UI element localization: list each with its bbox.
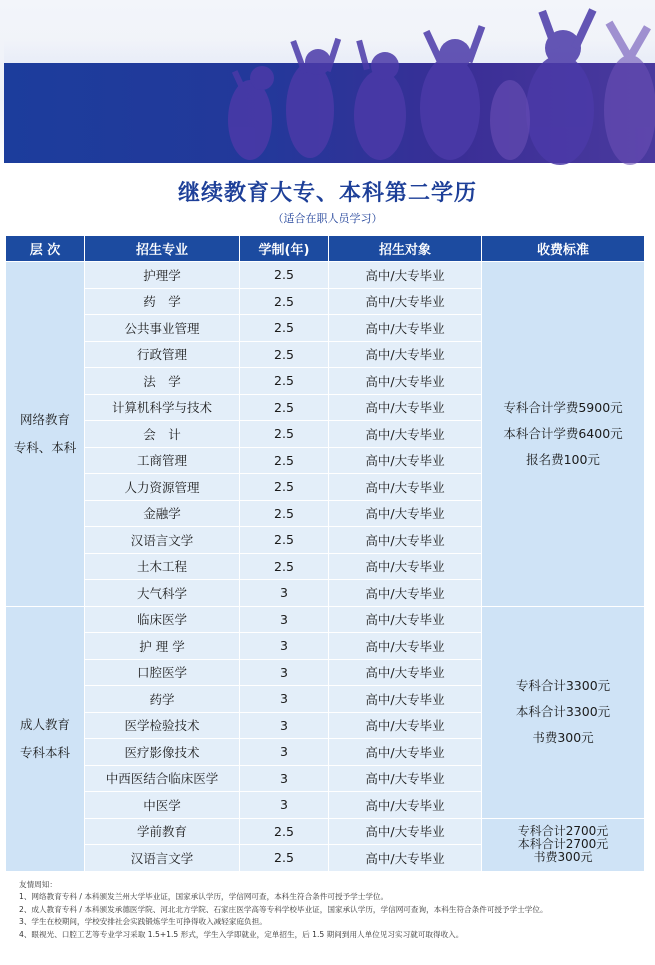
- target-cell: 高中/大专毕业: [329, 341, 482, 368]
- page-title: 继续教育大专、本科第二学历: [177, 181, 477, 206]
- target-cell: 高中/大专毕业: [329, 421, 482, 448]
- note-item: 2、成人教育专科 / 本科颁发承德医学院、河北北方学院、石家庄医学高等专科学校毕业证，国家承认学历，学信网可查询，本科生符合条件可授予学士学位。: [19, 904, 548, 914]
- target-cell: 高中/大专毕业: [329, 394, 482, 421]
- target-cell: 高中/大专毕业: [329, 553, 482, 580]
- years-cell: 2.5: [240, 341, 329, 368]
- target-cell: 高中/大专毕业: [329, 712, 482, 739]
- target-cell: 高中/大专毕业: [329, 288, 482, 315]
- major-cell: 药学: [85, 686, 240, 713]
- major-cell: 中医学: [85, 792, 240, 819]
- column-header-level: 层 次: [6, 236, 85, 262]
- fee-adult-education-medical: [482, 606, 645, 818]
- table-row: [6, 818, 645, 845]
- target-cell: 高中/大专毕业: [329, 474, 482, 501]
- target-cell: 高中/大专毕业: [329, 792, 482, 819]
- major-cell: 工商管理: [85, 447, 240, 474]
- fee-line: 书费300元: [533, 850, 593, 864]
- years-cell: 2.5: [240, 500, 329, 527]
- table-row: [6, 606, 645, 633]
- fee-line: 本科合计2700元: [517, 837, 609, 851]
- fee-adult-education-other: [482, 818, 645, 871]
- major-cell: 学前教育: [85, 818, 240, 845]
- years-cell: 2.5: [240, 447, 329, 474]
- target-cell: 高中/大专毕业: [329, 447, 482, 474]
- column-header-fee: 收费标准: [482, 236, 645, 262]
- major-cell: 医疗影像技术: [85, 739, 240, 766]
- years-cell: 2.5: [240, 315, 329, 342]
- years-cell: 2.5: [240, 368, 329, 395]
- fee-line: 专科合计学费5900元: [503, 399, 623, 415]
- target-cell: 高中/大专毕业: [329, 262, 482, 289]
- fee-line: 书费300元: [532, 730, 594, 745]
- major-cell: 护 理 学: [85, 633, 240, 660]
- major-cell: 临床医学: [85, 606, 240, 633]
- target-cell: 高中/大专毕业: [329, 368, 482, 395]
- note-item: 1、网络教育专科 / 本科颁发兰州大学毕业证，国家承认学历，学信网可查，本科生符合条件可授予学士学位。: [19, 892, 389, 902]
- target-cell: 高中/大专毕业: [329, 845, 482, 872]
- years-cell: 2.5: [240, 527, 329, 554]
- target-cell: 高中/大专毕业: [329, 500, 482, 527]
- major-cell: 药 学: [85, 288, 240, 315]
- fee-line: 本科合计学费6400元: [503, 425, 623, 441]
- years-cell: 3: [240, 739, 329, 766]
- fee-line: 专科合计2700元: [517, 824, 609, 838]
- years-cell: 3: [240, 659, 329, 686]
- years-cell: 3: [240, 712, 329, 739]
- enrollment-table: [5, 235, 645, 872]
- category-network-education: [6, 262, 85, 607]
- years-cell: 3: [240, 792, 329, 819]
- major-cell: 医学检验技术: [85, 712, 240, 739]
- fee-line: 专科合计3300元: [515, 678, 611, 693]
- major-cell: 公共事业管理: [85, 315, 240, 342]
- years-cell: 3: [240, 580, 329, 607]
- column-header-years: 学制(年): [240, 236, 329, 262]
- major-cell: 法 学: [85, 368, 240, 395]
- years-cell: 2.5: [240, 845, 329, 872]
- major-cell: 金融学: [85, 500, 240, 527]
- crowd-illustration: [0, 0, 655, 165]
- major-cell: 汉语言文学: [85, 845, 240, 872]
- major-cell: 人力资源管理: [85, 474, 240, 501]
- years-cell: 3: [240, 606, 329, 633]
- page-subtitle: （适合在职人员学习）: [272, 212, 383, 225]
- category-label: 成人教育: [19, 716, 70, 732]
- years-cell: 3: [240, 686, 329, 713]
- major-cell: 会 计: [85, 421, 240, 448]
- category-label: 网络教育: [19, 411, 70, 427]
- years-cell: 2.5: [240, 421, 329, 448]
- target-cell: 高中/大专毕业: [329, 527, 482, 554]
- fee-line: 报名费100元: [526, 451, 600, 467]
- target-cell: 高中/大专毕业: [329, 659, 482, 686]
- years-cell: 2.5: [240, 394, 329, 421]
- fee-line: 本科合计3300元: [515, 704, 611, 719]
- major-cell: 口腔医学: [85, 659, 240, 686]
- years-cell: 2.5: [240, 553, 329, 580]
- major-cell: 中西医结合临床医学: [85, 765, 240, 792]
- years-cell: 3: [240, 765, 329, 792]
- category-adult-education: [6, 606, 85, 871]
- target-cell: 高中/大专毕业: [329, 580, 482, 607]
- major-cell: 计算机科学与技术: [85, 394, 240, 421]
- years-cell: 2.5: [240, 474, 329, 501]
- fee-network-education: [482, 262, 645, 607]
- target-cell: 高中/大专毕业: [329, 686, 482, 713]
- target-cell: 高中/大专毕业: [329, 315, 482, 342]
- table-header-row: [6, 236, 645, 262]
- column-header-target: 招生对象: [329, 236, 482, 262]
- note-item: 3、学生在校期间，学校安排社会实践锻炼学生可挣得收入减轻家庭负担。: [19, 917, 267, 927]
- note-item: 4、眼视光、口腔工艺等专业学习采取 1.5+1.5 形式，学生入学即就业，定单招生，后 1.5 期间到用人单位见习实习就可取得收入。: [19, 929, 464, 939]
- category-label: 专科、本科: [13, 439, 77, 455]
- notes-section: [19, 879, 644, 941]
- category-label: 专科本科: [19, 744, 70, 760]
- table-row: [6, 262, 645, 289]
- major-cell: 汉语言文学: [85, 527, 240, 554]
- target-cell: 高中/大专毕业: [329, 606, 482, 633]
- target-cell: 高中/大专毕业: [329, 765, 482, 792]
- major-cell: 土木工程: [85, 553, 240, 580]
- header-banner: [0, 0, 655, 165]
- column-header-major: 招生专业: [85, 236, 240, 262]
- years-cell: 3: [240, 633, 329, 660]
- target-cell: 高中/大专毕业: [329, 818, 482, 845]
- years-cell: 2.5: [240, 288, 329, 315]
- notes-heading: 友情周知：: [19, 880, 57, 889]
- target-cell: 高中/大专毕业: [329, 739, 482, 766]
- major-cell: 护理学: [85, 262, 240, 289]
- major-cell: 行政管理: [85, 341, 240, 368]
- target-cell: 高中/大专毕业: [329, 633, 482, 660]
- years-cell: 2.5: [240, 262, 329, 289]
- years-cell: 2.5: [240, 818, 329, 845]
- major-cell: 大气科学: [85, 580, 240, 607]
